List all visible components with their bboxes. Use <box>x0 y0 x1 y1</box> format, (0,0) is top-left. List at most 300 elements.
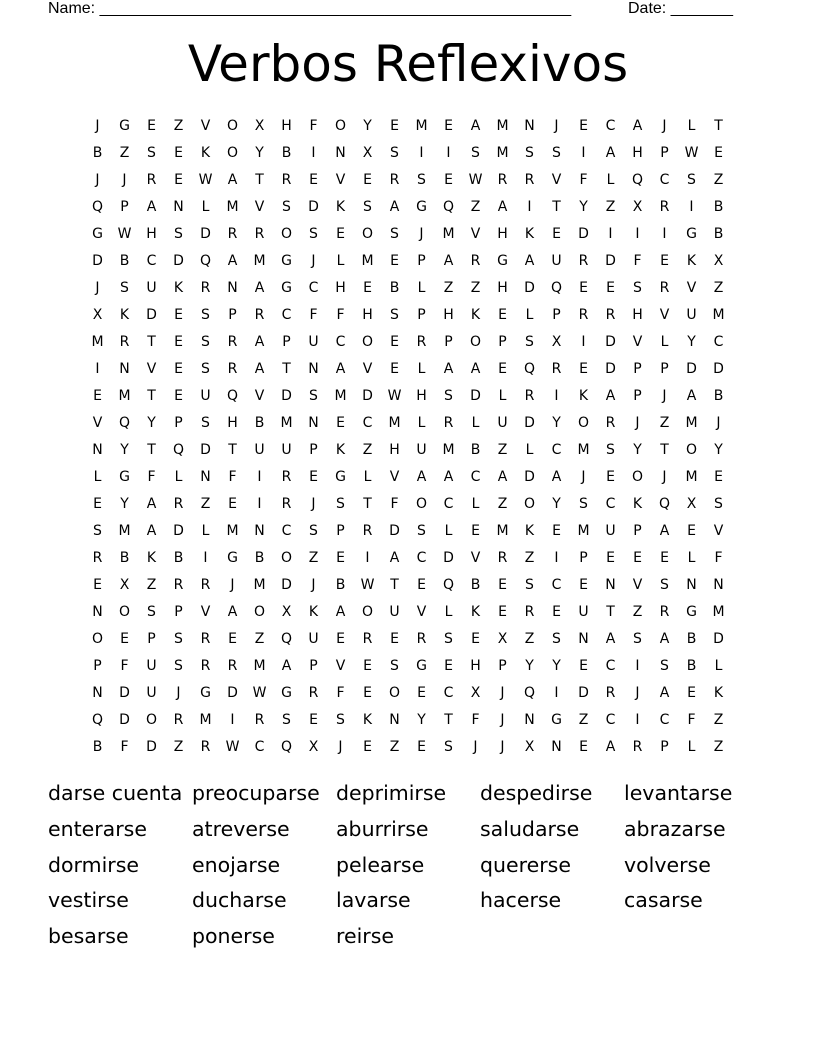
grid-cell: V <box>254 198 265 215</box>
word-list-item: enterarse <box>48 816 147 841</box>
grid-cell: Q <box>442 576 455 593</box>
grid-cell: N <box>713 576 724 593</box>
grid-cell: S <box>309 387 318 404</box>
grid-cell: A <box>632 117 643 134</box>
grid-cell: U <box>551 252 562 269</box>
grid-cell: D <box>173 252 184 269</box>
grid-cell: L <box>174 468 183 485</box>
grid-cell: G <box>551 711 562 728</box>
grid-cell: I <box>446 144 451 161</box>
grid-cell: R <box>389 171 400 188</box>
grid-cell: J <box>635 414 640 431</box>
grid-row <box>84 301 732 328</box>
grid-cell: T <box>444 711 453 728</box>
grid-cell: V <box>389 468 400 485</box>
grid-cell: Z <box>119 144 130 161</box>
grid-cell: S <box>714 495 723 512</box>
grid-cell: P <box>417 306 426 323</box>
grid-cell: M <box>415 117 428 134</box>
grid-cell: K <box>200 144 211 161</box>
grid-cell: L <box>525 306 534 323</box>
grid-cell: E <box>552 522 561 539</box>
grid-cell: E <box>417 576 426 593</box>
grid-cell: I <box>554 684 559 701</box>
grid-cell: A <box>470 360 481 377</box>
grid-cell: J <box>473 738 478 755</box>
grid-cell: S <box>120 279 129 296</box>
grid-cell: D <box>443 549 454 566</box>
grid-cell: R <box>551 360 562 377</box>
grid-cell: D <box>146 738 157 755</box>
grid-cell: R <box>227 657 238 674</box>
grid-cell: S <box>363 198 372 215</box>
grid-cell: E <box>498 360 507 377</box>
grid-cell: K <box>335 198 346 215</box>
grid-cell: Q <box>631 171 644 188</box>
name-field: Name: _____________________________________________________ <box>48 0 572 17</box>
grid-cell: X <box>362 144 373 161</box>
word-list-item: quererse <box>480 852 571 877</box>
grid-cell: A <box>227 252 238 269</box>
grid-cell: E <box>363 657 372 674</box>
grid-cell: A <box>605 144 616 161</box>
grid-cell: G <box>281 684 292 701</box>
grid-cell: L <box>201 198 210 215</box>
grid-cell: R <box>173 711 184 728</box>
grid-cell: U <box>146 279 157 296</box>
grid-cell: E <box>606 549 615 566</box>
grid-cell: W <box>684 144 699 161</box>
grid-cell: I <box>635 657 640 674</box>
grid-cell: V <box>686 279 697 296</box>
grid-cell: D <box>200 225 211 242</box>
grid-cell: G <box>416 198 427 215</box>
grid-cell: Y <box>633 441 642 458</box>
grid-cell: H <box>416 387 427 404</box>
grid-cell: L <box>660 333 669 350</box>
grid-cell: S <box>417 522 426 539</box>
grid-cell: R <box>227 360 238 377</box>
grid-cell: R <box>524 171 535 188</box>
grid-cell: H <box>389 441 400 458</box>
grid-cell: Z <box>713 279 724 296</box>
word-search-grid <box>84 112 732 760</box>
grid-cell: R <box>659 198 670 215</box>
grid-cell: M <box>685 414 698 431</box>
grid-cell: A <box>686 387 697 404</box>
grid-cell: M <box>280 414 293 431</box>
grid-cell: D <box>92 252 103 269</box>
grid-cell: S <box>174 630 183 647</box>
grid-cell: C <box>659 711 670 728</box>
grid-cell: A <box>470 117 481 134</box>
grid-cell: Y <box>552 414 561 431</box>
grid-row <box>84 733 732 760</box>
grid-cell: Z <box>497 495 508 512</box>
grid-cell: E <box>498 603 507 620</box>
grid-cell: A <box>389 198 400 215</box>
grid-cell: E <box>363 171 372 188</box>
grid-cell: E <box>606 279 615 296</box>
grid-cell: S <box>147 603 156 620</box>
grid-cell: N <box>92 684 103 701</box>
grid-cell: B <box>335 576 346 593</box>
grid-cell: F <box>336 684 345 701</box>
grid-cell: S <box>525 333 534 350</box>
grid-cell: N <box>200 468 211 485</box>
grid-cell: Z <box>200 495 211 512</box>
grid-cell: Y <box>687 333 696 350</box>
grid-cell: S <box>201 414 210 431</box>
grid-cell: M <box>226 522 239 539</box>
grid-cell: A <box>659 522 670 539</box>
grid-cell: C <box>443 495 454 512</box>
grid-cell: T <box>714 117 723 134</box>
word-list-item: saludarse <box>480 816 580 841</box>
grid-cell: U <box>281 441 292 458</box>
grid-cell: V <box>92 414 103 431</box>
grid-cell: K <box>119 306 130 323</box>
grid-cell: L <box>525 441 534 458</box>
grid-cell: S <box>633 630 642 647</box>
grid-cell: Z <box>632 603 643 620</box>
grid-cell: X <box>551 333 562 350</box>
grid-cell: Y <box>525 657 534 674</box>
grid-cell: L <box>336 252 345 269</box>
grid-cell: D <box>605 252 616 269</box>
grid-cell: H <box>146 225 157 242</box>
grid-cell: D <box>605 360 616 377</box>
grid-cell: A <box>254 333 265 350</box>
grid-cell: B <box>713 387 724 404</box>
grid-cell: N <box>524 711 535 728</box>
grid-cell: Q <box>91 198 104 215</box>
grid-row <box>84 706 732 733</box>
word-list-item: pelearse <box>336 852 425 877</box>
grid-cell: S <box>282 711 291 728</box>
grid-cell: R <box>254 711 265 728</box>
grid-cell: U <box>605 522 616 539</box>
grid-cell: F <box>336 306 345 323</box>
grid-cell: T <box>606 603 615 620</box>
grid-cell: Z <box>713 171 724 188</box>
grid-cell: G <box>686 225 697 242</box>
grid-cell: E <box>552 225 561 242</box>
grid-cell: B <box>92 144 103 161</box>
grid-cell: L <box>471 414 480 431</box>
grid-cell: J <box>311 576 316 593</box>
grid-cell: F <box>309 117 318 134</box>
grid-cell: A <box>659 630 670 647</box>
grid-cell: E <box>309 171 318 188</box>
grid-cell: D <box>119 684 130 701</box>
grid-cell: G <box>335 468 346 485</box>
grid-cell: A <box>443 252 454 269</box>
grid-cell: L <box>417 360 426 377</box>
grid-cell: N <box>173 198 184 215</box>
grid-cell: K <box>524 225 535 242</box>
grid-cell: E <box>363 738 372 755</box>
grid-cell: Z <box>605 198 616 215</box>
grid-cell: R <box>578 252 589 269</box>
grid-cell: E <box>390 630 399 647</box>
grid-cell: L <box>606 171 615 188</box>
grid-cell: R <box>227 333 238 350</box>
grid-cell: R <box>605 414 616 431</box>
grid-cell: I <box>635 711 640 728</box>
word-list-item: deprimirse <box>336 781 447 805</box>
grid-cell: M <box>361 252 374 269</box>
grid-cell: X <box>281 603 292 620</box>
grid-cell: L <box>93 468 102 485</box>
grid-cell: M <box>496 522 509 539</box>
grid-cell: T <box>390 576 399 593</box>
grid-cell: X <box>254 117 265 134</box>
grid-cell: H <box>632 144 643 161</box>
grid-cell: D <box>119 711 130 728</box>
grid-cell: G <box>686 603 697 620</box>
grid-cell: Z <box>254 630 265 647</box>
grid-cell: J <box>95 279 100 296</box>
word-list-item: darse cuenta <box>48 781 183 805</box>
word-list-item: lavarse <box>336 888 411 913</box>
grid-cell: E <box>174 144 183 161</box>
grid-cell: A <box>389 549 400 566</box>
grid-cell: R <box>659 279 670 296</box>
grid-cell: S <box>687 171 696 188</box>
grid-row <box>84 571 732 598</box>
grid-cell: D <box>578 225 589 242</box>
grid-cell: V <box>632 333 643 350</box>
grid-cell: Y <box>255 144 264 161</box>
grid-cell: R <box>362 630 373 647</box>
grid-cell: V <box>254 387 265 404</box>
grid-cell: M <box>496 117 509 134</box>
grid-cell: J <box>662 117 667 134</box>
grid-cell: G <box>119 468 130 485</box>
grid-cell: B <box>119 549 130 566</box>
grid-cell: E <box>390 360 399 377</box>
grid-cell: A <box>443 360 454 377</box>
grid-cell: A <box>146 522 157 539</box>
grid-cell: H <box>632 306 643 323</box>
grid-cell: T <box>660 441 669 458</box>
grid-cell: E <box>417 738 426 755</box>
grid-cell: J <box>122 171 127 188</box>
grid-cell: R <box>362 522 373 539</box>
grid-cell: P <box>93 657 102 674</box>
grid-cell: O <box>334 117 347 134</box>
grid-cell: X <box>470 684 481 701</box>
grid-cell: A <box>497 468 508 485</box>
grid-cell: S <box>444 630 453 647</box>
grid-cell: L <box>687 549 696 566</box>
grid-cell: O <box>280 225 293 242</box>
grid-cell: P <box>498 657 507 674</box>
grid-cell: D <box>146 306 157 323</box>
grid-cell: E <box>336 225 345 242</box>
grid-cell: Z <box>470 279 481 296</box>
grid-cell: Z <box>389 738 400 755</box>
word-list-item: abrazarse <box>624 816 726 841</box>
grid-cell: Q <box>550 279 563 296</box>
grid-cell: K <box>632 495 643 512</box>
grid-cell: R <box>416 333 427 350</box>
grid-cell: E <box>714 144 723 161</box>
grid-cell: U <box>146 657 157 674</box>
grid-cell: O <box>118 603 131 620</box>
grid-cell: I <box>608 225 613 242</box>
grid-cell: N <box>308 414 319 431</box>
grid-cell: L <box>417 279 426 296</box>
grid-cell: L <box>687 738 696 755</box>
grid-cell: Q <box>199 252 212 269</box>
grid-cell: Y <box>147 414 156 431</box>
grid-cell: N <box>92 603 103 620</box>
grid-cell: O <box>253 603 266 620</box>
grid-cell: N <box>686 576 697 593</box>
grid-cell: V <box>335 171 346 188</box>
grid-cell: T <box>147 387 156 404</box>
grid-cell: H <box>227 414 238 431</box>
grid-cell: C <box>308 279 319 296</box>
grid-cell: Y <box>579 198 588 215</box>
grid-cell: D <box>281 387 292 404</box>
grid-cell: S <box>174 225 183 242</box>
grid-cell: B <box>686 630 697 647</box>
grid-cell: J <box>581 468 586 485</box>
grid-row <box>84 544 732 571</box>
grid-cell: S <box>390 144 399 161</box>
grid-cell: M <box>442 225 455 242</box>
grid-cell: E <box>363 279 372 296</box>
grid-cell: U <box>308 333 319 350</box>
grid-cell: E <box>390 252 399 269</box>
grid-cell: A <box>524 252 535 269</box>
grid-cell: R <box>632 738 643 755</box>
grid-cell: U <box>497 414 508 431</box>
grid-row <box>84 436 732 463</box>
grid-cell: E <box>444 657 453 674</box>
grid-cell: I <box>554 387 559 404</box>
grid-cell: S <box>417 171 426 188</box>
grid-cell: E <box>579 738 588 755</box>
grid-cell: D <box>578 684 589 701</box>
grid-row <box>84 139 732 166</box>
grid-cell: A <box>605 387 616 404</box>
grid-cell: Q <box>658 495 671 512</box>
grid-cell: R <box>227 225 238 242</box>
grid-cell: V <box>713 522 724 539</box>
grid-cell: J <box>662 387 667 404</box>
grid-cell: E <box>498 306 507 323</box>
grid-cell: R <box>605 306 616 323</box>
grid-cell: D <box>713 360 724 377</box>
grid-cell: I <box>95 360 100 377</box>
grid-cell: E <box>471 522 480 539</box>
grid-cell: D <box>227 684 238 701</box>
grid-cell: S <box>579 495 588 512</box>
grid-cell: E <box>579 360 588 377</box>
grid-cell: H <box>281 117 292 134</box>
grid-cell: Y <box>714 441 723 458</box>
grid-cell: A <box>254 279 265 296</box>
grid-cell: D <box>686 360 697 377</box>
grid-cell: I <box>230 711 235 728</box>
grid-cell: Q <box>91 711 104 728</box>
grid-cell: G <box>281 252 292 269</box>
word-list-item: reirse <box>336 924 395 949</box>
grid-cell: P <box>552 306 561 323</box>
grid-cell: F <box>633 252 642 269</box>
grid-row <box>84 355 732 382</box>
grid-cell: A <box>146 495 157 512</box>
grid-cell: C <box>443 684 454 701</box>
grid-cell: Z <box>362 441 373 458</box>
grid-cell: T <box>363 495 372 512</box>
grid-cell: H <box>497 279 508 296</box>
grid-cell: F <box>120 657 129 674</box>
grid-cell: V <box>470 549 481 566</box>
grid-cell: I <box>689 198 694 215</box>
grid-cell: B <box>470 576 481 593</box>
grid-cell: R <box>281 468 292 485</box>
grid-cell: X <box>686 495 697 512</box>
grid-cell: I <box>527 198 532 215</box>
grid-cell: Z <box>146 576 157 593</box>
grid-cell: S <box>390 657 399 674</box>
grid-cell: M <box>253 576 266 593</box>
grid-cell: H <box>443 306 454 323</box>
grid-cell: P <box>660 738 669 755</box>
grid-cell: S <box>201 333 210 350</box>
grid-cell: Q <box>442 198 455 215</box>
grid-cell: J <box>500 738 505 755</box>
grid-cell: I <box>581 333 586 350</box>
grid-cell: P <box>579 549 588 566</box>
grid-cell: S <box>444 738 453 755</box>
grid-cell: P <box>660 144 669 161</box>
grid-cell: C <box>281 306 292 323</box>
grid-row <box>84 652 732 679</box>
grid-cell: K <box>470 306 481 323</box>
grid-cell: P <box>309 657 318 674</box>
grid-cell: O <box>145 711 158 728</box>
grid-cell: S <box>93 522 102 539</box>
grid-cell: O <box>361 225 374 242</box>
grid-cell: E <box>390 333 399 350</box>
grid-cell: M <box>712 306 725 323</box>
grid-cell: A <box>551 468 562 485</box>
grid-cell: N <box>551 738 562 755</box>
grid-cell: S <box>660 576 669 593</box>
grid-cell: T <box>255 171 264 188</box>
grid-cell: J <box>95 117 100 134</box>
grid-cell: I <box>311 144 316 161</box>
grid-cell: C <box>470 468 481 485</box>
grid-cell: Y <box>363 117 372 134</box>
grid-cell: R <box>443 414 454 431</box>
grid-cell: V <box>659 306 670 323</box>
grid-cell: S <box>606 441 615 458</box>
grid-cell: L <box>471 495 480 512</box>
grid-cell: I <box>662 225 667 242</box>
grid-cell: K <box>686 252 697 269</box>
grid-cell: T <box>147 333 156 350</box>
grid-cell: H <box>497 225 508 242</box>
grid-cell: K <box>146 549 157 566</box>
grid-cell: J <box>338 738 343 755</box>
